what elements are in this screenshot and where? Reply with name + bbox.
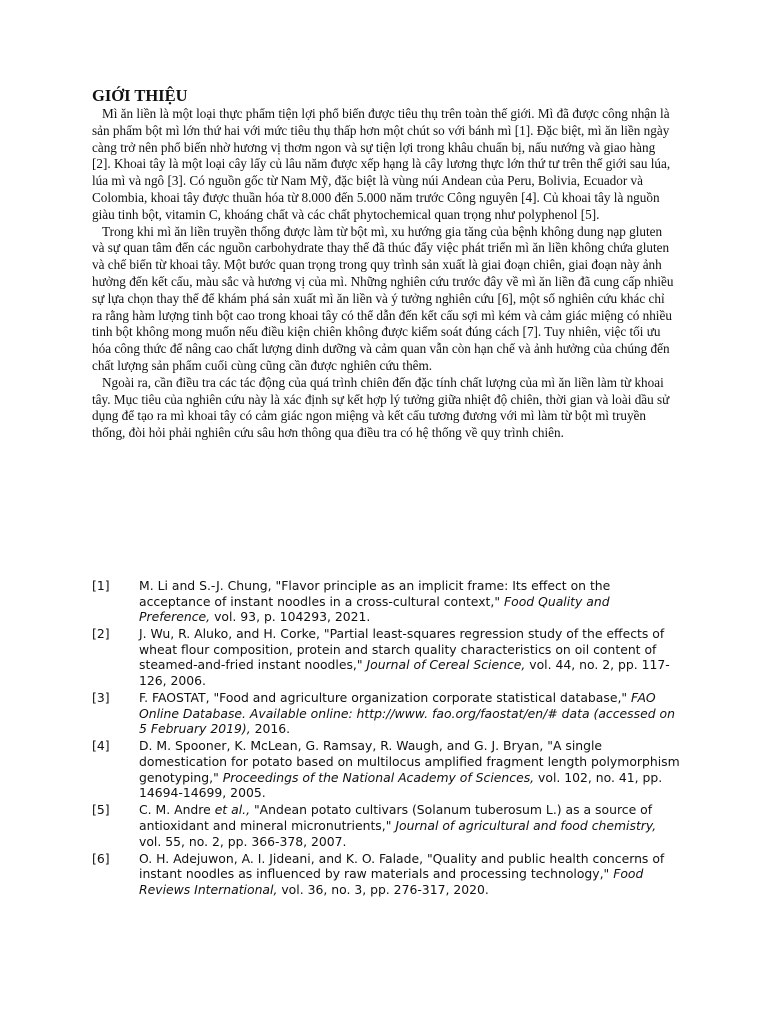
reference-authors-title: M. Li and S.-J. Chung, "Flavor principle as an implicit frame: Its effect on the acceptance of instant noodles in a cross-cultural context," <box>139 578 611 609</box>
reference-source: Proceedings of the National Academy of Sciences, <box>222 769 535 785</box>
reference-title: "Andean potato cultivars (Solanum tuberosum L.) as a source of antioxidant and mineral micronutrients," <box>139 802 653 833</box>
reference-details: vol. 36, no. 3, pp. 276-317, 2020. <box>277 881 489 897</box>
reference-item <box>92 578 682 625</box>
reference-text <box>139 851 682 898</box>
reference-item <box>92 851 682 898</box>
reference-text <box>139 690 682 737</box>
reference-details: 2016. <box>250 721 291 737</box>
reference-text <box>139 626 682 688</box>
reference-number: [2] <box>92 626 110 642</box>
reference-item <box>92 690 682 737</box>
reference-list <box>92 578 682 899</box>
reference-source: Journal of agricultural and food chemistry, <box>395 817 657 833</box>
reference-source: Journal of Cereal Science, <box>366 657 526 673</box>
reference-source: Food Reviews International, <box>139 866 644 897</box>
paragraph-1: Mì ăn liền là một loại thực phẩm tiện lợi phổ biến được tiêu thụ trên toàn thế giới. Mì đã được công nhận là sản phẩm bột mì lớn thứ hai với mức tiêu thụ thấp hơn một chút so với bánh mì [1]. Đặc biệt, mì ăn liền ngày càng trở nên phổ biến nhờ hương vị thơm ngon và sự tiện lợi trong khâu chuẩn bị, nấu nướng và giao hàng [2]. Khoai tây là một loại cây lấy củ lâu năm được xếp hạng là cây lương thực lớn thứ tư trên thế giới sau lúa, lúa mì và ngô [3]. Có nguồn gốc từ Nam Mỹ, đặc biệt là vùng núi Andean của Peru, Bolivia, Ecuador và Colombia, khoai tây được thuần hóa từ 8.000 đến 5.000 năm trước Công nguyên [4]. Củ khoai tây là nguồn giàu tinh bột, vitamin C, khoáng chất và các chất phytochemical quan trọng như polyphenol [5]. <box>92 106 671 222</box>
reference-authors-title: D. M. Spooner, K. McLean, G. Ramsay, R. Waugh, and G. J. Bryan, "A single domestication for potato based on multilocus amplified fragment length polymorphism genotyping," <box>139 738 680 785</box>
reference-details: vol. 55, no. 2, pp. 366-378, 2007. <box>139 833 347 849</box>
reference-authors-title: F. FAOSTAT, "Food and agriculture organization corporate statistical database," <box>139 690 632 706</box>
reference-number: [4] <box>92 738 110 754</box>
reference-text <box>139 578 682 625</box>
reference-number: [6] <box>92 850 110 866</box>
section-heading: GIỚI THIỆU <box>92 86 188 105</box>
reference-details: vol. 93, p. 104293, 2021. <box>210 609 371 625</box>
reference-authors-title: J. Wu, R. Aluko, and H. Corke, "Partial least-squares regression study of the effects of wheat flour composition, protein and starch quality characteristics on oil content of steamed-and-fried instant noodles," <box>139 626 665 673</box>
reference-item <box>92 802 682 849</box>
reference-details: vol. 102, no. 41, pp. 14694-14699, 2005. <box>139 769 663 801</box>
reference-source: FAO Online Database. Available online: http://www. fao.org/faostat/en/# data (accessed on 5 February 2019), <box>139 690 675 737</box>
reference-authors: C. M. Andre <box>139 802 215 818</box>
reference-text <box>139 802 682 849</box>
reference-item <box>92 738 682 800</box>
reference-number: [3] <box>92 690 110 706</box>
reference-authors-title: O. H. Adejuwon, A. I. Jideani, and K. O. Falade, "Quality and public health concerns of instant noodles as influenced by raw materials and processing technology," <box>139 850 665 882</box>
reference-item <box>92 626 682 688</box>
reference-number: [5] <box>92 802 110 818</box>
reference-source: Food Quality and Preference, <box>139 593 610 625</box>
document-body <box>92 86 676 442</box>
reference-et-al: et al., <box>214 802 251 818</box>
reference-number: [1] <box>92 578 110 593</box>
paragraph-3: Ngoài ra, cần điều tra các tác động của quá trình chiên đến đặc tính chất lượng của mì ăn liền làm từ khoai tây. Mục tiêu của nghiên cứu này là xác định sự kết hợp lý tưởng giữa nhiệt độ chiên, thời gian và loài dầu sử dụng để tạo ra mì khoai tây có cảm giác ngon miệng và kết cấu tương đương với mì làm từ bột mì truyền thống, đòi hỏi phải nghiên cứu sâu hơn thông qua điều tra có hệ thống về quy trình chiên. <box>92 374 670 441</box>
reference-details: vol. 44, no. 2, pp. 117-126, 2006. <box>139 657 670 689</box>
reference-text <box>139 738 682 800</box>
paragraph-2: Trong khi mì ăn liền truyền thống được làm từ bột mì, xu hướng gia tăng của bệnh không dung nạp gluten và sự quan tâm đến các nguồn carbohydrate thay thế đã thúc đẩy việc phát triển mì ăn liền không chứa gluten và chế biến từ khoai tây. Một bước quan trọng trong quy trình sản xuất là giai đoạn chiên, giai đoạn này ảnh hưởng đến kết cấu, màu sắc và hương vị của mì. Những nghiên cứu trước đây về mì ăn liền đã cung cấp nhiều sự lựa chọn thay thế để khám phá sản xuất mì ăn liền và ý tưởng nghiên cứu [6], một số nghiên cứu khác chỉ ra rằng hàm lượng tinh bột cao trong khoai tây có thể dẫn đến kết cấu sợi mì kém và cảm giác miệng có nhiều tinh bột không mong muốn nếu điều kiện chiên không được kiểm soát đúng cách [7]. Tuy nhiên, việc tối ưu hóa công thức để nâng cao chất lượng dinh dưỡng và cảm quan vẫn còn hạn chế và ảnh hưởng của chúng đến chất lượng sản phẩm cuối cùng cũng cần được nghiên cứu thêm. <box>92 223 674 373</box>
